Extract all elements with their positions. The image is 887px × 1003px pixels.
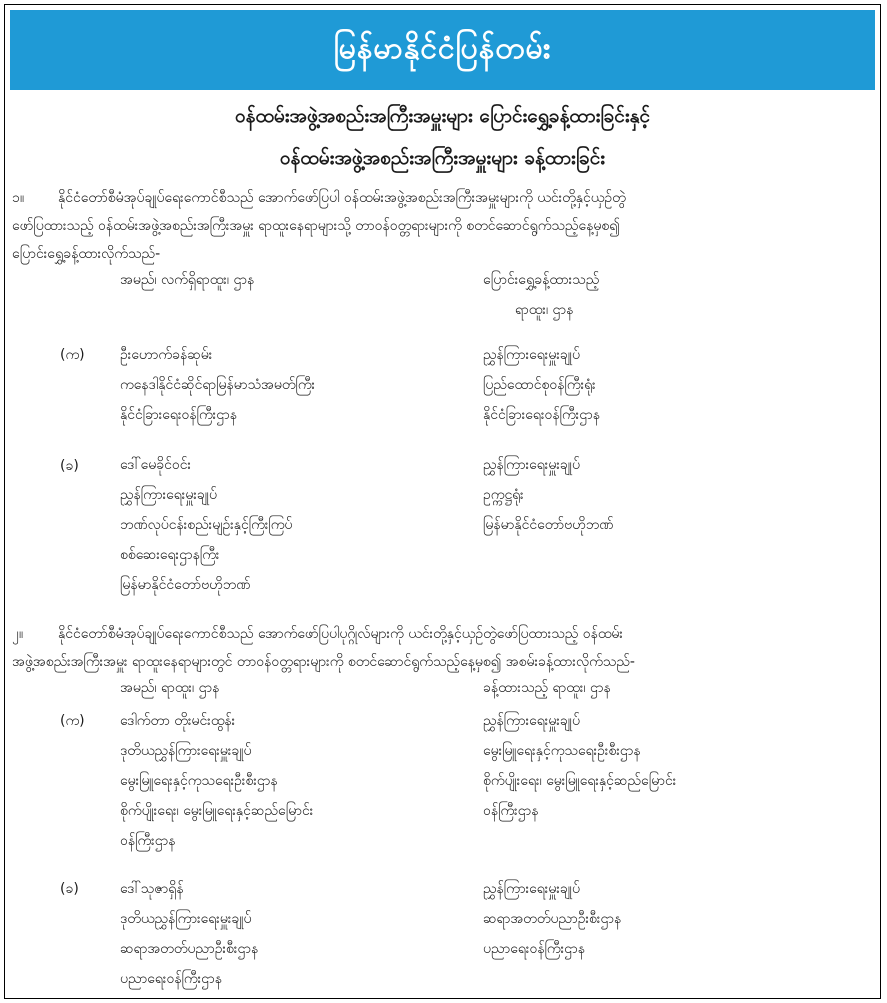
entry-left-line: စိုက်ပျိုးရေး၊ မွေးမြူရေးနှင့်ဆည်မြောင်း — [120, 803, 314, 819]
entry-left-line: ဘဏ်လုပ်ငန်းစည်းမျဉ်းနှင့်ကြီးကြပ် — [120, 517, 293, 533]
entry-right-line: ညွှန်ကြားရေးမှူးချုပ် — [483, 347, 580, 363]
entry-left-line: ဒုတိယညွှန်ကြားရေးမှူးချုပ် — [120, 911, 252, 927]
entry-left-line: ဒုတိယညွှန်ကြားရေးမှူးချုပ် — [120, 743, 252, 759]
entry-right-line: ညွှန်ကြားရေးမှူးချုပ် — [483, 457, 580, 473]
section1-line-2: ဖော်ပြထားသည့် ဝန်ထမ်းအဖွဲ့အစည်းအကြီးအမှူး ရာထူးနေရာများသို့ တာဝန်ဝတ္တရားများကို စတင်ဆောင်ရွက်သည့်နေ့မှစ၍ — [12, 218, 620, 234]
entry-left-line: ဒေါ်မေခိုင်ဝင်း — [120, 457, 192, 473]
entry-left-line: ပညာရေးဝန်ကြီးဌာန — [120, 971, 222, 987]
entry-right-column — [483, 706, 873, 826]
entry-left-line: ဝန်ကြီးဌာန — [120, 833, 176, 849]
entry-right-line: ပညာရေးဝန်ကြီးဌာန — [483, 941, 585, 957]
section2-line-1: နိုင်ငံတော်စီမံအုပ်ချုပ်ရေးကောင်စီသည် အောက်ဖော်ပြပါပုဂ္ဂိုလ်များကို ယင်းတို့နှင့်ယှဉ်တွဲဖော်ပြထားသည့် ဝန်ထမ်း — [58, 626, 623, 642]
entry-left-line: ကနေဒါနိုင်ငံဆိုင်ရာမြန်မာသံအမတ်ကြီး — [120, 377, 316, 393]
entry-right-line: ဆရာအတတ်ပညာဦးစီးဌာန — [483, 911, 622, 927]
entry-left-column — [120, 450, 460, 600]
entry-left-line: ဒေါက်တာ တိုးမင်းထွန်း — [120, 713, 236, 729]
entry-right-line: ညွှန်ကြားရေးမှူးချုပ် — [483, 881, 580, 897]
entry-left-line: ဦးဟောက်ခန်ဆုမ်း — [120, 347, 213, 363]
section1-header-right-1: ပြောင်းရွှေ့ခန့်ထားသည့် — [483, 272, 600, 288]
section2-number: ၂။ — [12, 626, 24, 642]
section2-paragraph — [12, 620, 872, 676]
entry-left-column — [120, 706, 460, 856]
entry-right-line: ပြည်ထောင်စုဝန်ကြီးရုံး — [483, 377, 596, 393]
entry-left-column — [120, 874, 460, 994]
entry-left-line: ဆရာအတတ်ပညာဦးစီးဌာန — [120, 941, 259, 957]
entry-label: (ခ) — [60, 458, 79, 474]
section1-line-3: ပြောင်းရွှေ့ခန့်ထားလိုက်သည်- — [12, 246, 161, 262]
section2-header-left: အမည်၊ ရာထူး၊ ဌာန — [120, 680, 220, 696]
section2-line-2: အဖွဲ့အစည်းအကြီးအမှူး ရာထူးနေရာများတွင် တာဝန်ဝတ္တရားများကို စတင်ဆောင်ရွက်သည့်နေ့မှစ၍ အစမ်းခန့်ထားလိုက်သည်- — [12, 654, 635, 670]
entry-right-line: ဥက္ကဋ္ဌရုံး — [483, 487, 524, 503]
section2-header-right: ခန့်ထားသည့် ရာထူး၊ ဌာန — [483, 680, 611, 696]
banner-title: မြန်မာနိုင်ငံပြန်တမ်း — [333, 30, 552, 66]
entry-right-line: စိုက်ပျိုးရေး၊ မွေးမြူရေးနှင့်ဆည်မြောင်း — [483, 773, 677, 789]
entry-right-line: မြန်မာနိုင်ငံတော်ဗဟိုဘဏ် — [483, 517, 614, 533]
entry-right-line: ညွှန်ကြားရေးမှူးချုပ် — [483, 713, 580, 729]
entry-right-column — [483, 450, 873, 540]
entry-right-line: မွေးမြူရေးနှင့်ကုသရေးဦးစီးဌာန — [483, 743, 641, 759]
entry-left-line: မွေးမြူရေးနှင့်ကုသရေးဦးစီးဌာန — [120, 773, 278, 789]
banner — [10, 10, 875, 90]
entry-left-line: နိုင်ငံခြားရေးဝန်ကြီးဌာန — [120, 407, 237, 423]
entry-right-column — [483, 340, 873, 430]
entry-label: (က) — [60, 713, 85, 729]
entry-left-line: မြန်မာနိုင်ငံတော်ဗဟိုဘဏ် — [120, 577, 251, 593]
section1-paragraph — [12, 184, 872, 268]
headline-line-2: ဝန်ထမ်းအဖွဲ့အစည်းအကြီးအမှူးများ ခန့်ထားခြင်း — [279, 147, 606, 169]
entry-left-column — [120, 340, 460, 430]
entry-right-line: နိုင်ငံခြားရေးဝန်ကြီးဌာန — [483, 407, 600, 423]
entry-left-line: ဒေါ်သုဇာရှိန် — [120, 881, 184, 897]
headline-line-1: ဝန်ထမ်းအဖွဲ့အစည်းအကြီးအမှူးများ ပြောင်းရွှေ့ခန့်ထားခြင်းနှင့် — [234, 105, 651, 127]
entry-right-line: ဝန်ကြီးဌာန — [483, 803, 539, 819]
entry-left-line: ညွှန်ကြားရေးမှူးချုပ် — [120, 487, 217, 503]
section1-header-left: အမည်၊ လက်ရှိရာထူး၊ ဌာန — [120, 272, 255, 288]
section1-header-right-2: ရာထူး၊ ဌာန — [515, 302, 574, 318]
entry-label: (က) — [60, 347, 85, 363]
entry-label: (ခ) — [60, 881, 79, 897]
entry-right-column — [483, 874, 873, 964]
section1-line-1: နိုင်ငံတော်စီမံအုပ်ချုပ်ရေးကောင်စီသည် အောက်ဖော်ပြပါ ဝန်ထမ်းအဖွဲ့အစည်းအကြီးအမှူးများကို ယင်းတို့နှင့်ယှဉ်တွဲ — [58, 190, 626, 206]
section1-number: ၁။ — [12, 190, 25, 206]
entry-left-line: စစ်ဆေးရေးဌာနကြီး — [120, 547, 220, 563]
